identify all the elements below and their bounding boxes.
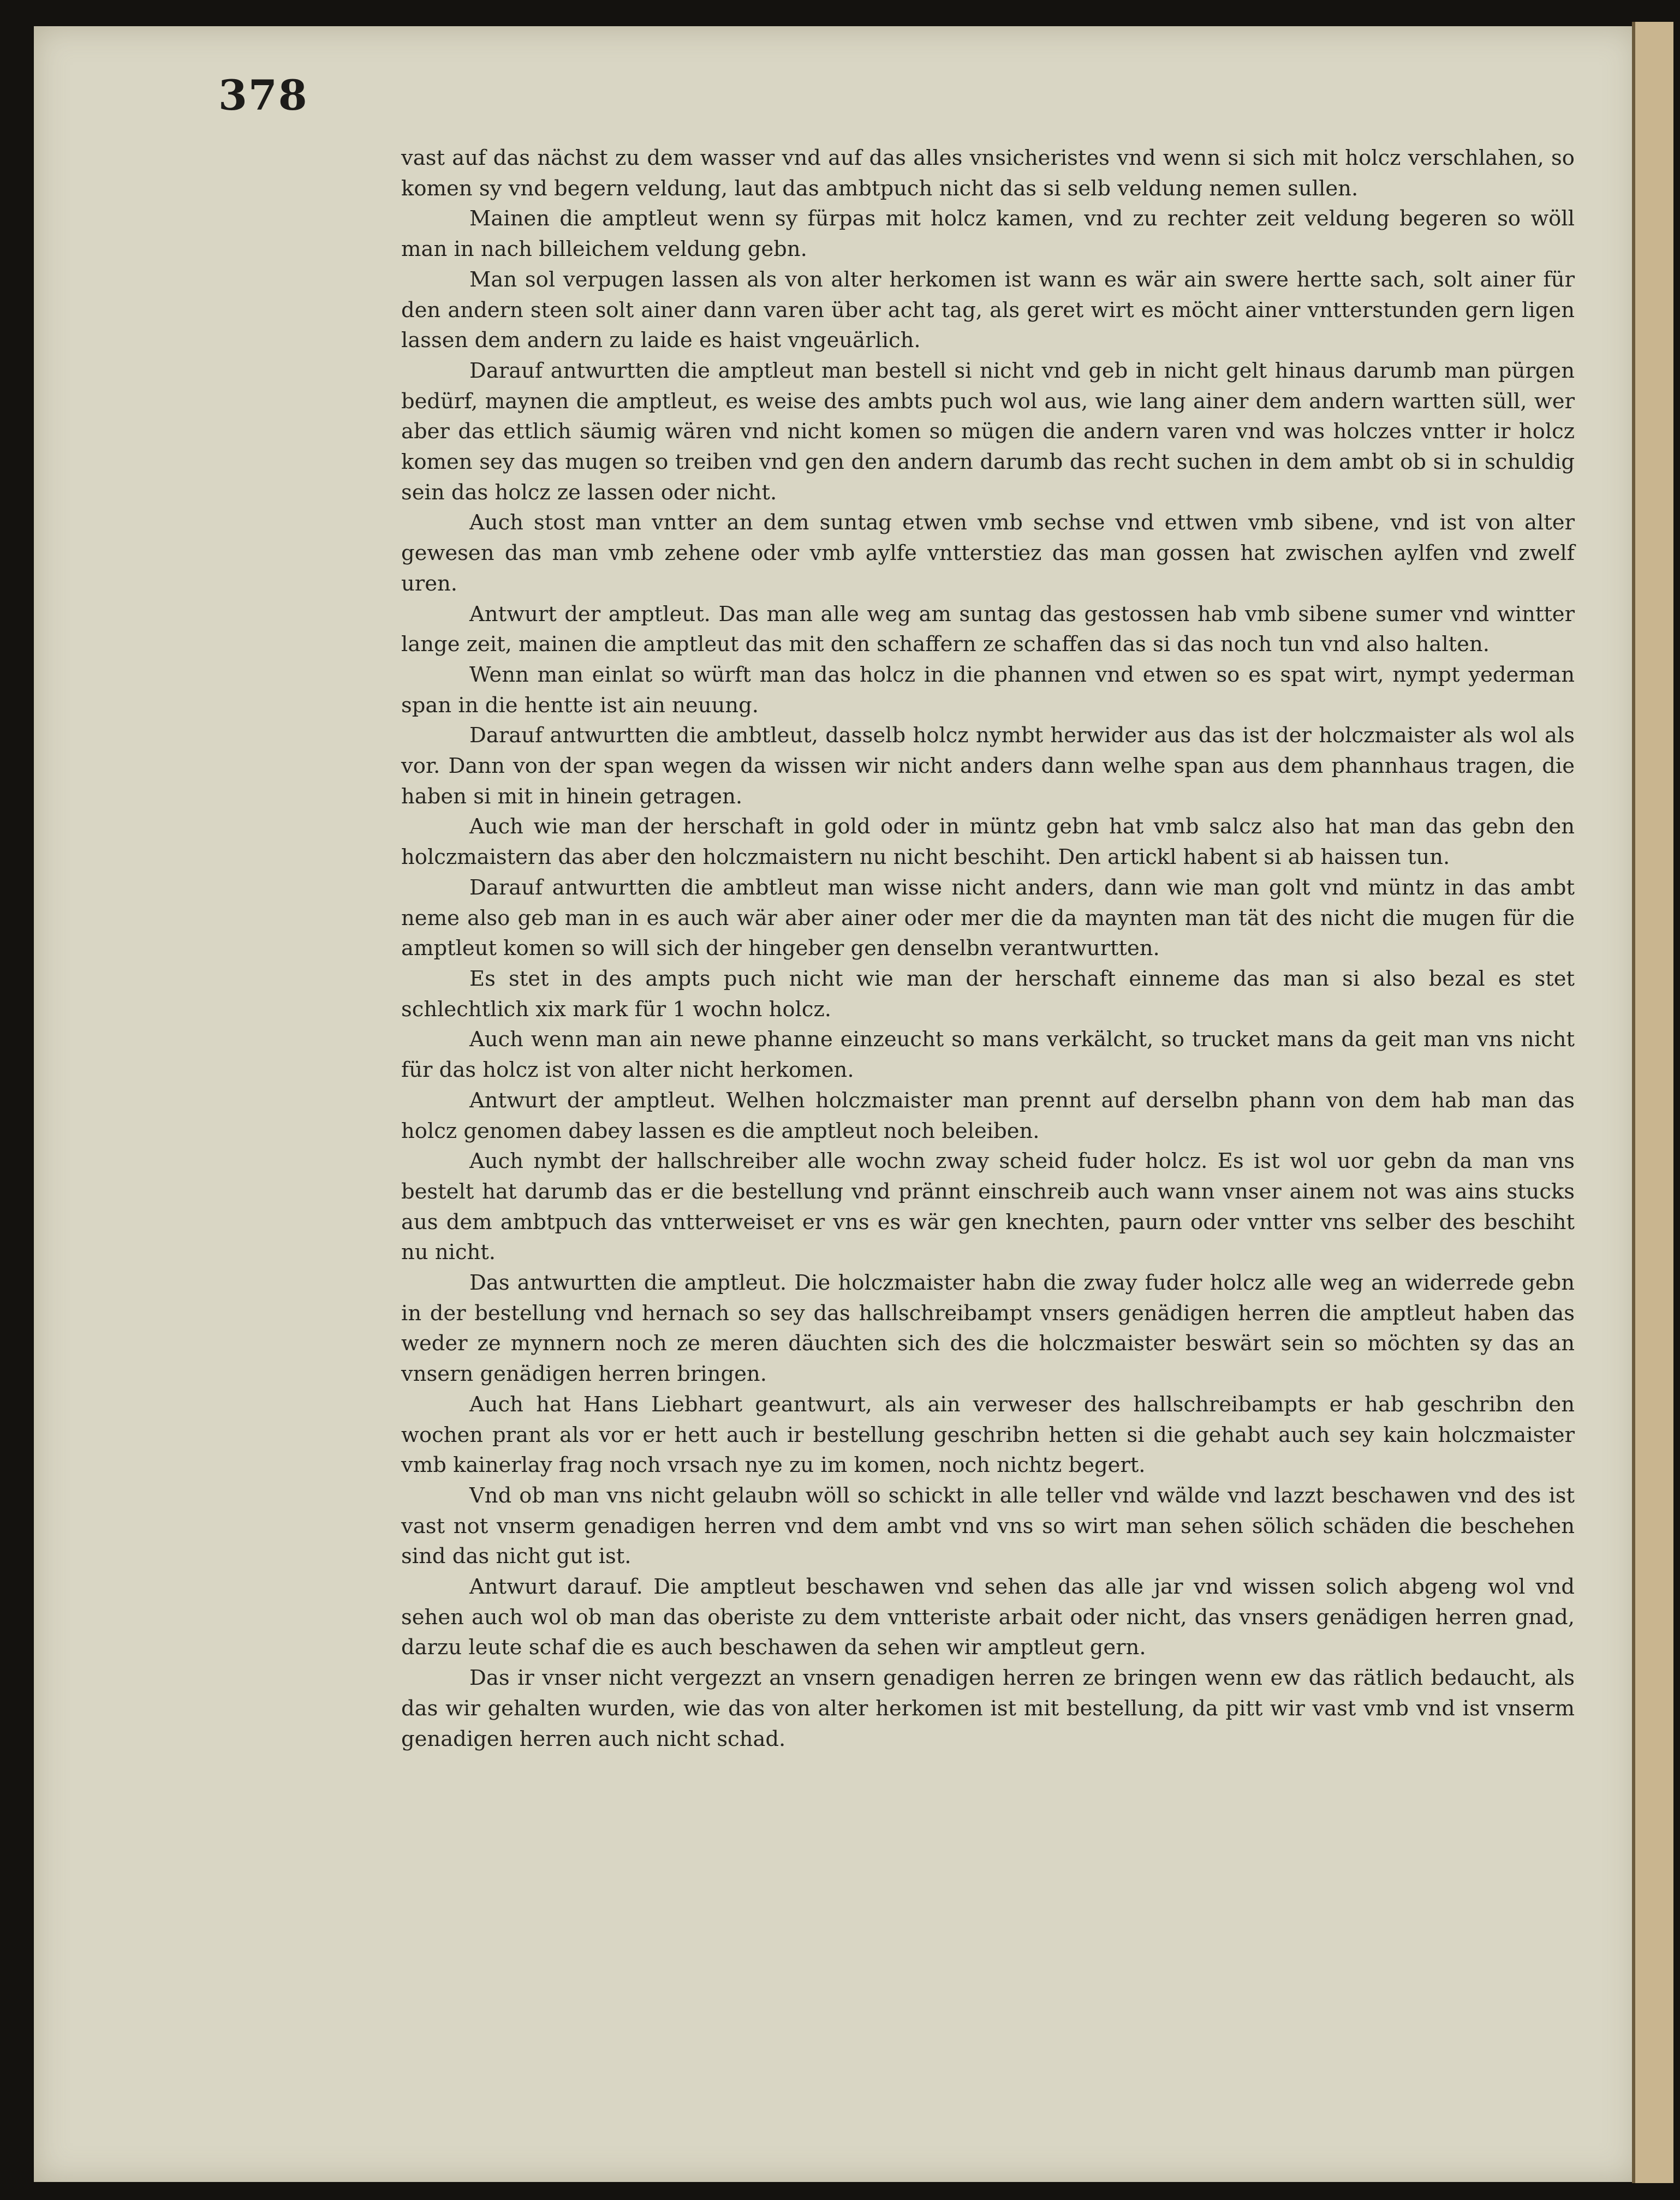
paragraph: Darauf antwurtten die ambtleut, dasselb holcz nymbt herwider aus das ist der holczmaister als wol als vor. Dann von der span wegen da wissen wir nicht anders dann welhe span aus dem phannhaus tragen, die haben si mit in hinein getragen. xyxy=(401,723,1575,809)
paragraph: Auch nymbt der hallschreiber alle wochn zway scheid fuder holcz. Es ist wol uor gebn da man vns bestelt hat darumb das er die bestellung vnd prännt einschreib auch wann vnser ainem not was ains stucks aus dem ambtpuch das vntterweiset er vns es wär gen knechten, paurn oder vntter vns selber des beschiht nu nicht. xyxy=(401,1149,1575,1265)
paragraph: Darauf antwurtten die ambtleut man wisse nicht anders, dann wie man golt vnd müntz in das ambt neme also geb man in es auch wär aber ainer oder mer die da maynten man tät des nicht die mugen für die amptleut komen so will sich der hingeber gen denselbn verantwurtten. xyxy=(401,875,1575,961)
paragraph: Antwurt der amptleut. Das man alle weg am suntag das gestossen hab vmb sibene sumer vnd wintter lange zeit, mainen die amptleut das mit den schaffern ze schaffen das si das noch tun vnd also halten. xyxy=(401,601,1575,657)
paragraph: Mainen die amptleut wenn sy fürpas mit holcz kamen, vnd zu rechter zeit veldung begeren so wöll man in nach billeichem veldung gebn. xyxy=(401,206,1575,262)
paragraph: Antwurt der amptleut. Welhen holczmaister man prennt auf derselbn phann von dem hab man das holcz genomen dabey lassen es die amptleut noch beleiben. xyxy=(401,1088,1575,1143)
adjacent-page-edge xyxy=(1632,22,1673,2183)
paragraph: Man sol verpugen lassen als von alter herkomen ist wann es wär ain swere hertte sach, solt ainer für den andern steen solt ainer dann varen über acht tag, als geret wirt es möcht ainer vntterstunden gern ligen lassen dem andern zu laide es haist vngeuärlich. xyxy=(401,267,1575,353)
paragraph: Vnd ob man vns nicht gelaubn wöll so schickt in alle teller vnd wälde vnd lazzt beschawen vnd des ist vast not vnserm genadigen herren vnd dem ambt vnd vns so wirt man sehen sölich schäden die beschehen sind das nicht gut ist. xyxy=(401,1483,1575,1569)
paragraph: Auch stost man vntter an dem suntag etwen vmb sechse vnd ettwen vmb sibene, vnd ist von alter gewesen das man vmb zehene oder vmb aylfe vntterstiez das man gossen hat zwischen aylfen vnd zwelf uren. xyxy=(401,510,1575,596)
paragraph: Auch hat Hans Liebhart geantwurt, als ain verweser des hallschreibampts er hab geschribn den wochen prant als vor er hett auch ir bestellung geschribn hetten si die gehabt auch sey kain holczmaister vmb kainerlay frag noch vrsach nye zu im komen, noch nichtz begert. xyxy=(401,1392,1575,1478)
paragraph: Auch wenn man ain newe phanne einzeucht so mans verkälcht, so trucket mans da geit man vns nicht für das holcz ist von alter nicht herkomen. xyxy=(401,1027,1575,1083)
paragraph: Es stet in des ampts puch nicht wie man der herschaft einneme das man si also bezal es stet schlechtlich xix mark für 1 wochn holcz. xyxy=(401,966,1575,1022)
paragraph: Das ir vnser nicht vergezzt an vnsern genadigen herren ze bringen wenn ew das rätlich bedaucht, als das wir gehalten wurden, wie das von alter herkomen ist mit bestellung, da pitt wir vast vmb vnd ist vnserm genadigen herren auch nicht schad. xyxy=(401,1666,1575,1751)
paragraph: Antwurt darauf. Die amptleut beschawen vnd sehen das alle jar vnd wissen solich abgeng wol vnd sehen auch wol ob man das oberiste zu dem vntteriste arbait oder nicht, das vnsers genädigen herren gnad, darzu leute schaf die es auch beschawen da sehen wir amptleut gern. xyxy=(401,1575,1575,1660)
paragraph: Darauf antwurtten die amptleut man bestell si nicht vnd geb in nicht gelt hinaus darumb man pürgen bedürf, maynen die amptleut, es weise des ambts puch wol aus, wie lang ainer dem andern wartten süll, wer aber das ettlich säumig wären vnd nicht komen so mügen die andern varen vnd was holczes vntter ir holcz komen sey das mugen so treiben vnd gen den andern darumb das recht suchen in dem ambt ob si in schuldig sein das holcz ze lassen oder nicht. xyxy=(401,358,1575,505)
page-body-text xyxy=(401,143,1575,1754)
paragraph: vast auf das nächst zu dem wasser vnd auf das alles vnsicheristes vnd wenn si sich mit holcz verschlahen, so komen sy vnd begern veldung, laut das ambtpuch nicht das si selb veldung nemen sullen. xyxy=(401,146,1575,201)
page-number: 378 xyxy=(218,71,308,120)
paragraph: Auch wie man der herschaft in gold oder in müntz gebn hat vmb salcz also hat man das gebn den holczmaistern das aber den holczmaistern nu nicht beschiht. Den artickl habent si ab haissen tun. xyxy=(401,814,1575,870)
paragraph: Wenn man einlat so würft man das holcz in die phannen vnd etwen so es spat wirt, nympt yederman span in die hentte ist ain neuung. xyxy=(401,662,1575,718)
paragraph: Das antwurtten die amptleut. Die holczmaister habn die zway fuder holcz alle weg an widerrede gebn in der bestellung vnd hernach so sey das hallschreibampt vnsers genädigen herren die amptleut haben das weder ze mynnern noch ze meren däuchten sich des die holczmaister beswärt sein so möchten sy das an vnsern genädigen herren bringen. xyxy=(401,1271,1575,1387)
